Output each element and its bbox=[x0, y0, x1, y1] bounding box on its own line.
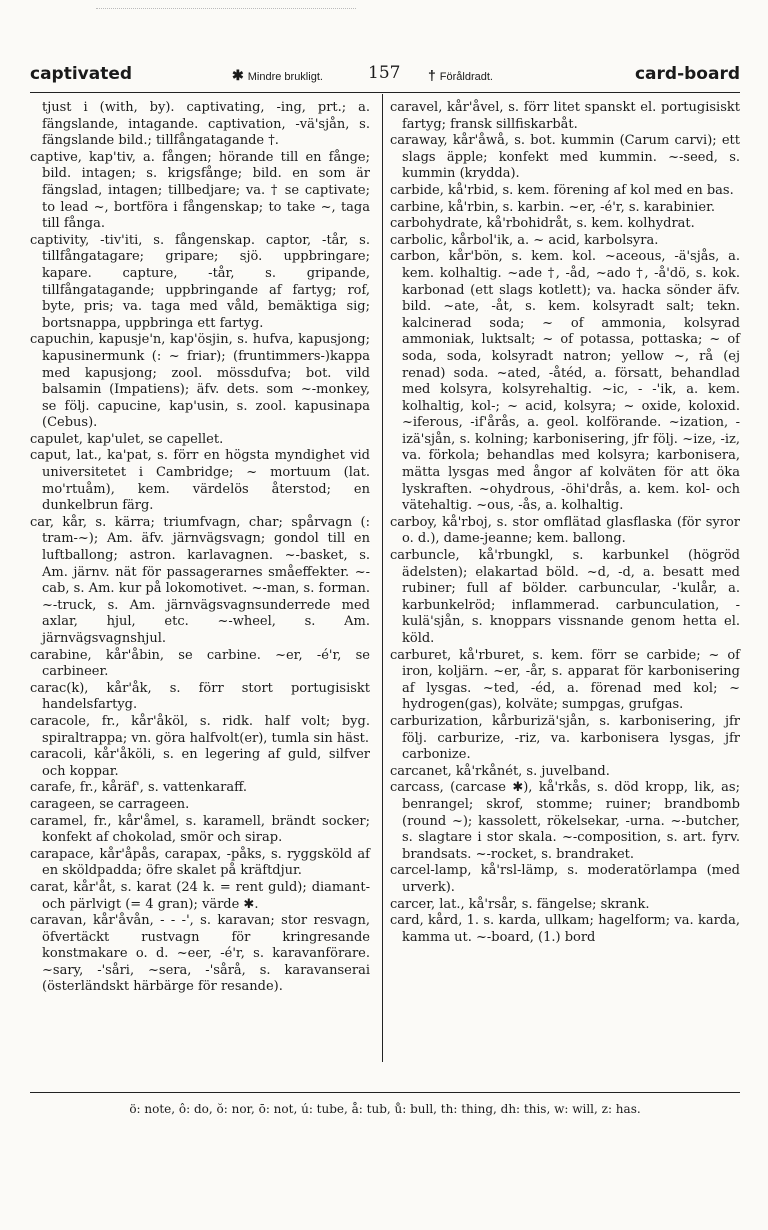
dagger-icon: † bbox=[428, 67, 436, 83]
scan-artifact bbox=[96, 0, 356, 9]
dictionary-entry: caraway, kår'åwå, s. bot. kummin (Carum carvi); ett slags äpple; konfekt med kummin. ~-seed, s. kummin (krydda). bbox=[390, 133, 740, 182]
right-column bbox=[390, 100, 740, 946]
dictionary-entry: carbolic, kårbol'ik, a. ~ acid, karbolsyra. bbox=[390, 232, 659, 248]
dictionary-entry: carac(k), kår'åk, s. förr stort portugisiskt handelsfartyg. bbox=[30, 680, 370, 713]
dictionary-entry: capuchin, kapusje'n, kap'ösjin, s. hufva, kapusjong; kapusinermunk (: ~ friar); (fruntimmers-)kappa med kapusjong; zool. mössdufva; bot. vild balsamin (Impatiens); äfv. dets. som ~-monkey, se följ. capucine, kap'usin, s. zool. kapusinapa (Cebus). bbox=[30, 332, 370, 431]
dictionary-entry: tjust i (with, by). captivating, -ing, prt.; a. fängslande, intagande. captivation, -vä'sjån, s. fängslande bild.; tillfångatagande †. bbox=[42, 100, 370, 149]
footer-rule bbox=[30, 1092, 740, 1093]
dictionary-entry: car, kår, s. kärra; triumfvagn, char; spårvagn (: tram-~); Am. äfv. järnvägsvagn; gondol till en luftballong; astron. karlavagnen. ~-basket, s. Am. järnv. nät för passagerarnes småeffekter. ~-cab, s. Am. kur på lokomotivet. ~-man, s. forman. ~-truck, s. Am. järnvägsvagnsunderrede med axlar, hjul, etc. ~-wheel, s. Am. järnvägsvagnshjul. bbox=[30, 514, 370, 646]
dictionary-entry: carcer, lat., kå'rsår, s. fängelse; skrank. bbox=[390, 896, 650, 912]
dictionary-entry: carboy, kå'rboj, s. stor omflätad glasflaska (för syror o. d.), dame-jeanne; kem. ballong. bbox=[390, 514, 740, 547]
dictionary-entry: carburet, kå'rburet, s. kem. förr se carbide; ~ of iron, koljärn. ~er, -år, s. apparat för karbonisering af lysgas. ~ted, -éd, a. förenad med kol; ~ hydrogen(gas), kolväte; sumpgas, grufgas. bbox=[390, 647, 740, 713]
dictionary-entry: caracole, fr., kår'åköl, s. ridk. half volt; byg. spiraltrappa; vn. göra halfvolt(er), tumla sin häst. bbox=[30, 713, 370, 746]
dictionary-entry: carbohydrate, kå'rbohidråt, s. kem. kolhydrat. bbox=[390, 216, 695, 232]
dictionary-entry: captivity, -tiv'iti, s. fångenskap. captor, -tår, s. tillfångatagare; gripare; sjö. uppbringare; kapare. capture, -tår, s. gripande, tillfångatagande; uppbringande af fartyg; rof, byte, pris; va. taga med våld, bemäktiga sig; bortsnappa, uppbringa ett fartyg. bbox=[30, 232, 370, 331]
dictionary-entry: capulet, kap'ulet, se capellet. bbox=[30, 431, 224, 447]
dictionary-entry: caravel, kår'åvel, s. förr litet spanskt el. portugisiskt fartyg; fransk sillfiskarbåt. bbox=[390, 100, 740, 132]
dictionary-entry: carcass, (carcase ✱), kå'rkås, s. död kropp, lik, as; benrangel; skrof, stomme; ruiner; brandbomb (round ~); kassolett, rökelsekar, -urna. ~-butcher, s. slagtare i stor skala. ~-composition, s. art. fyrv. brandsats. ~-rocket, s. brandraket. bbox=[390, 780, 740, 862]
page-number: 157 bbox=[368, 63, 401, 83]
dictionary-entry: caramel, fr., kår'åmel, s. karamell, brändt socker; konfekt af chokolad, smör och sirap. bbox=[30, 813, 370, 846]
dictionary-entry: carabine, kår'åbin, se carbine. ~er, -é'r, se carbineer. bbox=[30, 647, 370, 680]
legend-rare: ✱ Mindre brukligt. bbox=[232, 67, 323, 83]
dictionary-entry: carcanet, kå'rkånét, s. juvelband. bbox=[390, 763, 610, 779]
asterisk-icon: ✱ bbox=[232, 67, 244, 83]
dictionary-entry: carbon, kår'bön, s. kem. kol. ~aceous, -ä'sjås, a. kem. kolhaltig. ~ade †, -åd, ~ado †, -å'dö, s. kok. karbonad (ett slags kotlett); va. hacka sönder äfv. bild. ~ate, -åt, s. kem. kolsyradt salt; tekn. kalcinerad soda; ~ of ammonia, kolsyrad ammoniak, luktsalt; ~ of potassa, pottaska; ~ of soda, soda, kolsyradt natron; yellow ~, rå (ej renad) soda. ~ated, -åtéd, a. försatt, behandlad med kolsyra, kolsyrehaltig. ~ic, - -'ik, a. kem. kolhaltig, kol-; ~ acid, kolsyra; ~ oxide, koloxid. ~iferous, -if'årås, a. geol. kolförande. ~ization, -izä'sjån, s. kolning; karbonisering, jfr följ. ~ize, -iz, va. förkola; behandlas med kolsyra; karbonisera, mätta lysgas med ångor af kolväten för att öka lyskraften. ~ohydrous, -öhi'drås, a. kem. kol- och vätehaltig. ~ous, -ås, a. kolhaltig. bbox=[390, 249, 740, 514]
left-column bbox=[30, 100, 370, 996]
dictionary-entry: carbuncle, kå'rbungkl, s. karbunkel (högröd ädelsten); elakartad böld. ~d, -d, a. besatt med rubiner; full af bölder. carbuncular, -'kulår, a. karbunkelröd; inflammerad. carbunculation, -kulä'sjån, s. knoppars vissnande genom hetta el. köld. bbox=[390, 548, 740, 646]
header-rule bbox=[30, 92, 740, 93]
pronunciation-key: ö: note, ô: do, ŏ: nor, ō: not, ú: tube, å: tub, ů: bull, th: thing, dh: this, w: will, z: has. bbox=[129, 1102, 641, 1116]
dictionary-entry: carburization, kårburizä'sjån, s. karbonisering, jfr följ. carburize, -riz, va. karbonisera lysgas, jfr carbonize. bbox=[390, 713, 740, 763]
guide-word-left: captivated bbox=[30, 64, 133, 84]
guide-word-right: card-board bbox=[634, 64, 740, 84]
dictionary-entry: caravan, kår'åvån, - - -', s. karavan; stor resvagn, öfvertäckt rustvagn för kringresande konstmakare o. d. ~eer, -é'r, s. karavanförare. ~sary, -'såri, ~sera, -'sårå, s. karavanserai (österländskt härbärge för resande). bbox=[30, 913, 370, 995]
dictionary-entry: card, kård, 1. s. karda, ullkam; hagelform; va. karda, kamma ut. ~-board, (1.) bord bbox=[390, 913, 740, 945]
dictionary-entry: carbide, kå'rbid, s. kem. förening af kol med en bas. bbox=[390, 182, 734, 198]
dictionary-entry: caput, lat., ka'pat, s. förr en högsta myndighet vid universitetet i Cambridge; ~ mortuum (lat. mo'rtuåm), kem. värdelös återstod; en dunkelbrun färg. bbox=[30, 448, 370, 514]
dictionary-entry: carat, kår'åt, s. karat (24 k. = rent guld); diamant- och pärlvigt (= 4 gran); värde ✱. bbox=[30, 879, 370, 912]
dictionary-entry: carafe, fr., kåräf', s. vattenkaraff. bbox=[30, 780, 248, 796]
legend-obsolete: † Föråldradt. bbox=[428, 67, 493, 83]
column-divider bbox=[382, 94, 383, 1062]
dictionary-entry: carbine, kå'rbin, s. karbin. ~er, -é'r, s. karabinier. bbox=[390, 199, 715, 215]
dictionary-entry: carapace, kår'åpås, carapax, -påks, s. ryggsköld af en sköldpadda; öfre skalet på kräftdjur. bbox=[30, 846, 370, 879]
dictionary-entry: carageen, se carrageen. bbox=[30, 796, 190, 812]
dictionary-entry: carcel-lamp, kå'rsl-lämp, s. moderatörlampa (med urverk). bbox=[390, 863, 740, 895]
dictionary-entry: caracoli, kår'åköli, s. en legering af guld, silfver och koppar. bbox=[30, 747, 370, 779]
dictionary-entry: captive, kap'tiv, a. fången; hörande till en fånge; bild. intagen; s. krigsfånge; bild. en som är fängslad, intagen; tillbedjare; va. † se captivate; to lead ~, bortföra i fångenskap; to take ~, taga till fånga. bbox=[30, 149, 370, 232]
page-header bbox=[30, 64, 740, 90]
